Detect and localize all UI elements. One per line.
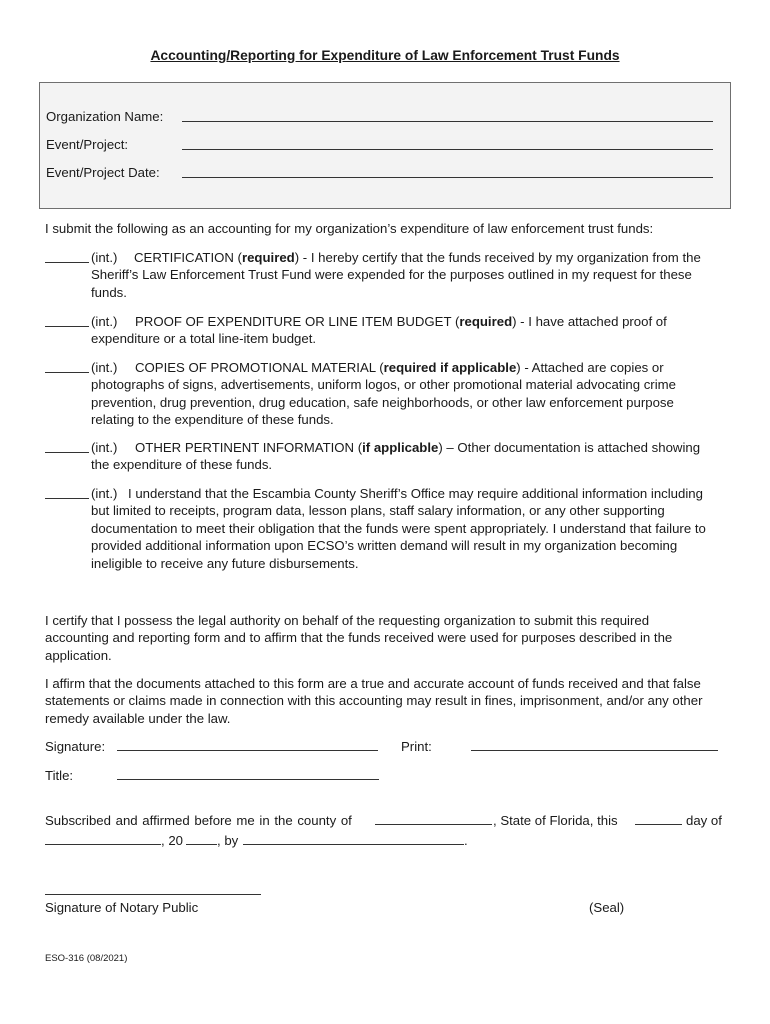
day-of-text: day of bbox=[686, 813, 722, 828]
item-text: ) - Attached are copies or photographs of signs, advertisements, uniform logos, or other promotional material advocating crime prevention, drug prevention, drug education, safe neighborhoods, or other law enforcement purpose relating to the expenditure of these funds. bbox=[91, 360, 676, 428]
checklist-item-certification bbox=[45, 249, 715, 301]
notary-signature-label: Signature of Notary Public bbox=[45, 900, 199, 915]
notary-signature-field[interactable] bbox=[45, 894, 261, 895]
state-text: , State of Florida, this bbox=[493, 813, 618, 828]
checklist-item-other-information bbox=[45, 439, 715, 474]
initials-field[interactable] bbox=[45, 452, 89, 453]
day-field[interactable] bbox=[635, 824, 682, 825]
checklist-item-proof-of-expenditure bbox=[45, 313, 715, 348]
print-label: Print: bbox=[401, 739, 432, 754]
print-name-field[interactable] bbox=[471, 750, 718, 751]
item-heading: PROOF OF EXPENDITURE OR LINE ITEM BUDGET ( bbox=[135, 314, 460, 329]
event-project-label: Event/Project: bbox=[46, 137, 129, 152]
checklist-item-additional-information bbox=[45, 485, 715, 572]
int-label: (int.) bbox=[91, 314, 118, 329]
affirm-paragraph: I affirm that the documents attached to this form are a true and accurate account of funds received and that false statements or claims made in connection with this accounting may result in fines, imprisonment, and/or any other remedy available under the law. bbox=[45, 676, 703, 726]
month-field[interactable] bbox=[45, 844, 161, 845]
int-label: (int.) bbox=[91, 440, 118, 455]
item-text: I understand that the Escambia County Sheriff’s Office may require additional information including but limited to receipts, program data, lesson plans, staff salary information, or any other supporting documentation to meet their obligation that the funds were spent appropriately. I understand that failure to provided additional information upon ECSO’s written demand will result in my organization becoming ineligible to receive any future disbursements. bbox=[91, 486, 706, 571]
int-label: (int.) bbox=[91, 250, 118, 265]
initials-field[interactable] bbox=[45, 498, 89, 499]
info-box bbox=[39, 82, 731, 209]
int-label: (int.) bbox=[91, 486, 118, 501]
item-qualifier: if applicable bbox=[362, 440, 439, 455]
item-text: ) – Other documentation is attached showing the expenditure of these funds. bbox=[91, 440, 701, 473]
item-qualifier: required bbox=[241, 250, 295, 265]
item-text: ) - I have attached proof of expenditure or a total line-item budget. bbox=[91, 314, 667, 347]
event-project-date-field[interactable] bbox=[182, 177, 713, 178]
item-qualifier: required if applicable bbox=[383, 360, 517, 375]
certify-paragraph: I certify that I possess the legal authority on behalf of the requesting organization to submit this required accounting and reporting form and to affirm that the funds received were used for purposes described in the application. bbox=[45, 613, 673, 663]
seal-label: (Seal) bbox=[589, 900, 625, 915]
item-heading: OTHER PERTINENT INFORMATION ( bbox=[135, 440, 363, 455]
year-field[interactable] bbox=[186, 844, 217, 845]
title-label: Title: bbox=[45, 768, 74, 783]
county-field[interactable] bbox=[375, 824, 492, 825]
event-project-field[interactable] bbox=[182, 149, 713, 150]
initials-field[interactable] bbox=[45, 262, 89, 263]
item-qualifier: required bbox=[459, 314, 513, 329]
year-prefix: , 20 bbox=[161, 833, 183, 848]
subscribed-text: Subscribed and affirmed before me in the county of bbox=[45, 813, 352, 828]
form-title: Accounting/Reporting for Expenditure of Law Enforcement Trust Funds bbox=[150, 48, 620, 63]
checklist-item-promotional-material bbox=[45, 359, 715, 429]
initials-field[interactable] bbox=[45, 372, 89, 373]
signature-label: Signature: bbox=[45, 739, 106, 754]
organization-name-field[interactable] bbox=[182, 121, 713, 122]
title-field[interactable] bbox=[117, 779, 379, 780]
int-label: (int.) bbox=[91, 360, 118, 375]
form-number: ESO-316 (08/2021) bbox=[45, 953, 128, 964]
intro-text: I submit the following as an accounting for my organization’s expenditure of law enforcement trust funds: bbox=[45, 221, 654, 236]
event-project-date-label: Event/Project Date: bbox=[46, 165, 160, 180]
item-heading: CERTIFICATION ( bbox=[134, 250, 242, 265]
by-name-field[interactable] bbox=[243, 844, 464, 845]
item-text: ) - I hereby certify that the funds received by my organization from the Sheriff’s Law Enforcement Trust Fund were expended for the purposes outlined in my request for these funds. bbox=[91, 250, 701, 300]
initials-field[interactable] bbox=[45, 326, 89, 327]
period: . bbox=[464, 833, 468, 848]
item-heading: COPIES OF PROMOTIONAL MATERIAL ( bbox=[135, 360, 384, 375]
by-text: , by bbox=[217, 833, 239, 848]
organization-name-label: Organization Name: bbox=[46, 109, 164, 124]
signature-field[interactable] bbox=[117, 750, 378, 751]
